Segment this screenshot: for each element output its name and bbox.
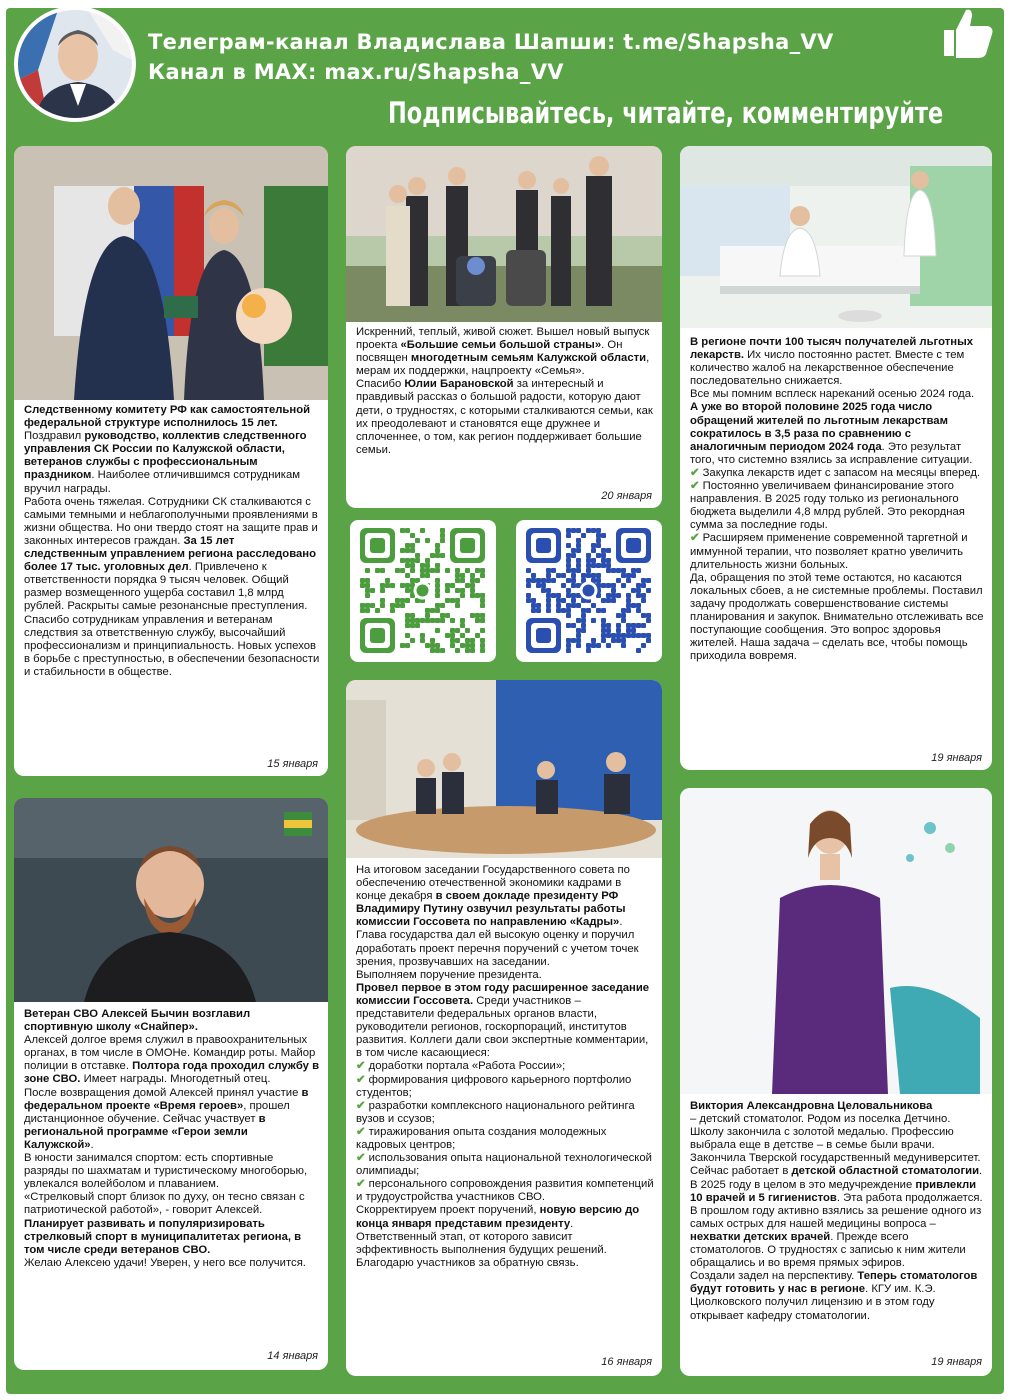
card1-p1b: руководство, коллектив следственного управления СК России по Калужской области, ветеранов службы с профессиональным праздником [24, 430, 307, 482]
checkmark-icon: ✔ [690, 480, 700, 493]
card3-text [690, 336, 984, 663]
card6-p2b: нехватки детских врачей [690, 1230, 831, 1243]
card3-item: Постоянно увеличиваем финансирование этого направления. В 2025 году только из регионального бюджета выделили 4,8 млрд рублей. Это рекордная сумма за последние годы. [690, 480, 965, 532]
card1-text [24, 404, 320, 679]
card5-p3b: Среди участников – представители федеральных органов власти, руководители регионов, госкорпораций, институтов развития. Коллеги дали свои экспертные комментарии, в том числе касающиеся: [356, 994, 649, 1060]
max-channel-line: Канал в MAX: max.ru/Shapsha_VV [148, 60, 564, 84]
card3-item: Расширяем применение современной таргетной и иммунной терапии, что позволяет кратно увеличить длительность жизни больных. [690, 532, 968, 571]
card4-p1a: Алексей долгое время служил в правоохранительных органах, в том числе в ОМОНе. Командир роты. Майор полиции в отставке. [24, 1034, 316, 1073]
card3-p2c: . Это результат того, что системно взялись за исправление ситуации. [690, 440, 973, 466]
card1-p1c: . Наиболее отличившимся сотрудникам вручил награды. [24, 469, 301, 495]
card3-p3: Да, обращения по этой теме остаются, но касаются локальных сбоев, а не системные проблемы. Поставил задачу продолжать совершенствование системы планирования и закупок. Внимательно отслеживать все поступающие сообщения. Это вопрос здоровья жителей. Наша задача – сделать все, чтобы помощь приходила вовремя. [690, 571, 984, 663]
card4-p2d: в региональной программе «Герои земли Калужской» [24, 1112, 266, 1151]
card6-text [690, 1100, 984, 1323]
card4-title: Ветеран СВО Алексей Бычин возглавил спортивную школу «Снайпер». [24, 1008, 251, 1034]
news-card-dentist [680, 788, 992, 1376]
card5-item: доработки портала «Работа России»; [368, 1060, 566, 1073]
card6-p3c: . КГУ им. К.Э. Циолковского получил лицензию и в этом году открывает кафедру стоматологии. [690, 1283, 936, 1322]
card1-p2c: . Привлечено к ответственности порядка 9 тысяч человек. Общий размер возмещенного ущерба составил 1,8 млрд рублей. Раскрыты самые резонансные преступления. [24, 561, 308, 613]
card2-text [356, 326, 654, 457]
card1-p3: Спасибо сотрудникам управления и ветеранам следствия за ответственную службу, высочайший профессионализм и принципиальность. Новых успехов в борьбе с преступностью, в обеспечении безопасности и стабильности в обществе. [24, 613, 320, 678]
card5-item: использования опыта национальной технологической олимпиады; [356, 1152, 652, 1178]
card5-text [356, 864, 654, 1270]
card6-p2c: . Прежде всего стоматологов. О трудностях с записью к ним жители обращались и во время прямых эфиров. [690, 1230, 966, 1270]
thumbs-up-icon [938, 4, 996, 62]
card5-p1a: На итоговом заседании Государственного совета по обеспечению отечественной экономики кадрами в конце декабря [356, 864, 630, 903]
news-card-state-council [346, 680, 662, 1376]
veteran-portrait-photo [14, 798, 328, 1002]
card4-p1b: Полтора года проходил службу в зоне СВО. [24, 1060, 320, 1086]
card4-p2c: , прошел дистанционное обучение. Сейчас участвует [24, 1099, 290, 1125]
checkmark-icon: ✔ [356, 1125, 366, 1138]
card1-p2b: За 15 лет следственным управлением региона расследовано более 17 тыс. уголовных дел [24, 534, 317, 574]
card4-p2b: в федеральном проекте «Время героев» [24, 1086, 309, 1112]
card5-item: разработки комплексного национального рейтинга вузов и ссузов; [356, 1099, 635, 1125]
card5-item: тиражирования опыта создания молодежных кадровых центров; [356, 1125, 607, 1151]
card1-p1a: Поздравил [24, 430, 85, 443]
card5-date: 16 января [601, 1356, 652, 1368]
card1-date: 15 января [267, 758, 318, 770]
news-card-large-families [346, 146, 662, 508]
checkmark-icon: ✔ [356, 1073, 366, 1086]
card5-item: персонального сопровождения развития компетенций и трудоустройства участников СВО. [356, 1178, 654, 1204]
card3-p1a: В регионе почти 100 тысяч получателей льготных лекарств. [690, 336, 974, 362]
telegram-channel-line: Телеграм-канал Владислава Шапши: t.me/Shapsha_VV [148, 30, 834, 54]
checkmark-icon: ✔ [356, 1060, 366, 1073]
card2-p1c: . Он посвящен [356, 339, 623, 365]
card3-item: Закупка лекарств идет с запасом на месяцы вперед. [702, 466, 981, 479]
family-photo [346, 146, 662, 322]
card3-p2b: А уже во второй половине 2025 года число обращений жителей по льготным лекарствам сократилось в 3,5 раза по сравнению с аналогичным периодом 2024 года [690, 401, 948, 453]
card3-date: 19 января [931, 752, 982, 764]
card2-p1a: Искренний, теплый, живой сюжет. Вышел новый выпуск проекта [356, 326, 650, 352]
card6-p1c: . В 2025 году в целом в это медучреждение [690, 1165, 983, 1191]
card5-p4c: . Ответственный этап, от которого зависит эффективность выполнения будущих решений. Благодарю участников за обратную связь. [356, 1217, 607, 1269]
news-card-svo-veteran [14, 798, 328, 1370]
card5-p1b: в своем докладе президенту РФ Владимиру Путину озвучил результаты работы комиссии Госсовета по направлению «Кадры» [356, 890, 626, 929]
dentist-portrait-photo [680, 788, 992, 1094]
checkmark-icon: ✔ [690, 532, 700, 545]
checkmark-icon: ✔ [356, 1152, 366, 1165]
card2-p2a: Спасибо [356, 378, 405, 391]
checkmark-icon: ✔ [690, 466, 700, 479]
max-qr-code[interactable] [516, 520, 662, 662]
card2-p2b: Юлии Барановской [404, 378, 514, 391]
card1-p2: Работа очень тяжелая. Сотрудники СК сталкиваются с самыми темными и неблагополучными проявлениями в жизни общества. Но они твердо стоят на защите прав и законных интересов граждан. [24, 495, 318, 547]
card4-p4: «Стрелковый спорт близок по духу, он тесно связан с патриотической работой», - говорит Алексей. [24, 1191, 305, 1217]
card6-p2a: В прошлом году активно взялись за решение одного из самых острых для нашей медицины вопроса – [690, 1204, 982, 1230]
card2-p2c: за интересный и правдивый рассказ о большой радости, которую дают дети, о трудностях, с которыми сталкиваются семьи, как их преодолевают и становятся еще дружнее и сплоченнее, о том, как регион поддерживает большие семьи. [356, 378, 653, 456]
news-card-preferential-medicines [680, 146, 992, 770]
news-card-investigative-committee [14, 146, 328, 776]
telegram-qr-code[interactable] [350, 520, 496, 662]
card6-date: 19 января [931, 1356, 982, 1368]
card6-p1e: . Эта работа продолжается. [836, 1191, 983, 1204]
author-avatar [14, 6, 136, 122]
card6-p1b: детской областной стоматологии [791, 1165, 980, 1178]
card4-p1c: Имеет награды. Многодетный отец. [80, 1073, 271, 1086]
card5-item: формирования цифрового карьерного портфолио студентов; [356, 1073, 632, 1099]
card6-p1d: привлекли 10 врачей и 5 гигиенистов [690, 1178, 977, 1204]
card4-p5: Планирует развивать и популяризировать стрелковый спорт в муниципалитетах региона, в том числе среди ветеранов СВО. [24, 1217, 302, 1256]
card4-p2e: . [90, 1138, 94, 1151]
card6-p3a: Создали задел на перспективу. [690, 1270, 858, 1283]
card2-p1d: многодетным семьям Калужской области [410, 352, 647, 365]
card6-p1a: – детский стоматолог. Родом из поселка Детчино. Школу закончила с золотой медалью. Профессию выбрала еще в детстве – в семье были врачи. Закончила Тверской государственный медуниверситет. Сейчас работает в [690, 1113, 981, 1178]
card4-text [24, 1008, 320, 1270]
card4-p6: Желаю Алексею удачи! Уверен, у него все получится. [24, 1256, 306, 1269]
award-ceremony-photo [14, 146, 328, 400]
subscribe-slogan: Подписывайтесь, читайте, комментируйте [388, 96, 944, 130]
card2-p1b: «Большие семьи большой страны» [400, 339, 602, 352]
card5-p2: Выполняем поручение президента. [356, 968, 542, 981]
card4-date: 14 января [267, 1350, 318, 1362]
card3-p1b: Их число постоянно растет. Вместе с тем количество жалоб на лекарственное обеспечение последовательно снижается. [690, 349, 965, 388]
card3-p2a: Все мы помним всплеск нареканий осенью 2024 года. [690, 388, 975, 401]
card1-title: Следственному комитету РФ как самостоятельной федеральной структуре исполнилось 15 лет. [24, 404, 311, 430]
card2-date: 20 января [601, 490, 652, 502]
checkmark-icon: ✔ [356, 1099, 366, 1112]
card6-p3b: Теперь стоматологов будут готовить у нас в регионе [690, 1270, 978, 1296]
card4-p3: В юности занимался спортом: есть спортивные разряды по шахматам и туристическому многоборью, увлекался волейболом и плаванием. [24, 1152, 308, 1191]
card5-p4b: новую версию до конца января представим президенту [356, 1204, 640, 1230]
pharmacy-photo [680, 146, 992, 328]
card5-p3a: Провел первое в этом году расширенное заседание комиссии Госсовета. [356, 981, 650, 1007]
card4-p2a: После возвращения домой Алексей принял участие [24, 1086, 302, 1099]
card6-title: Виктория Александровна Целовальникова [690, 1100, 933, 1112]
card5-p1c: . Глава государства дал ей высокую оценку и поручил доработать проект перечня поручений с учетом точек зрения, прозвучавших на заседании. [356, 916, 639, 968]
checkmark-icon: ✔ [356, 1178, 366, 1191]
card2-p1e: , мерам их поддержки, нацпроекту «Семья». [356, 352, 650, 378]
card5-p4a: Скорректируем проект поручений, [356, 1204, 540, 1217]
meeting-photo [346, 680, 662, 858]
